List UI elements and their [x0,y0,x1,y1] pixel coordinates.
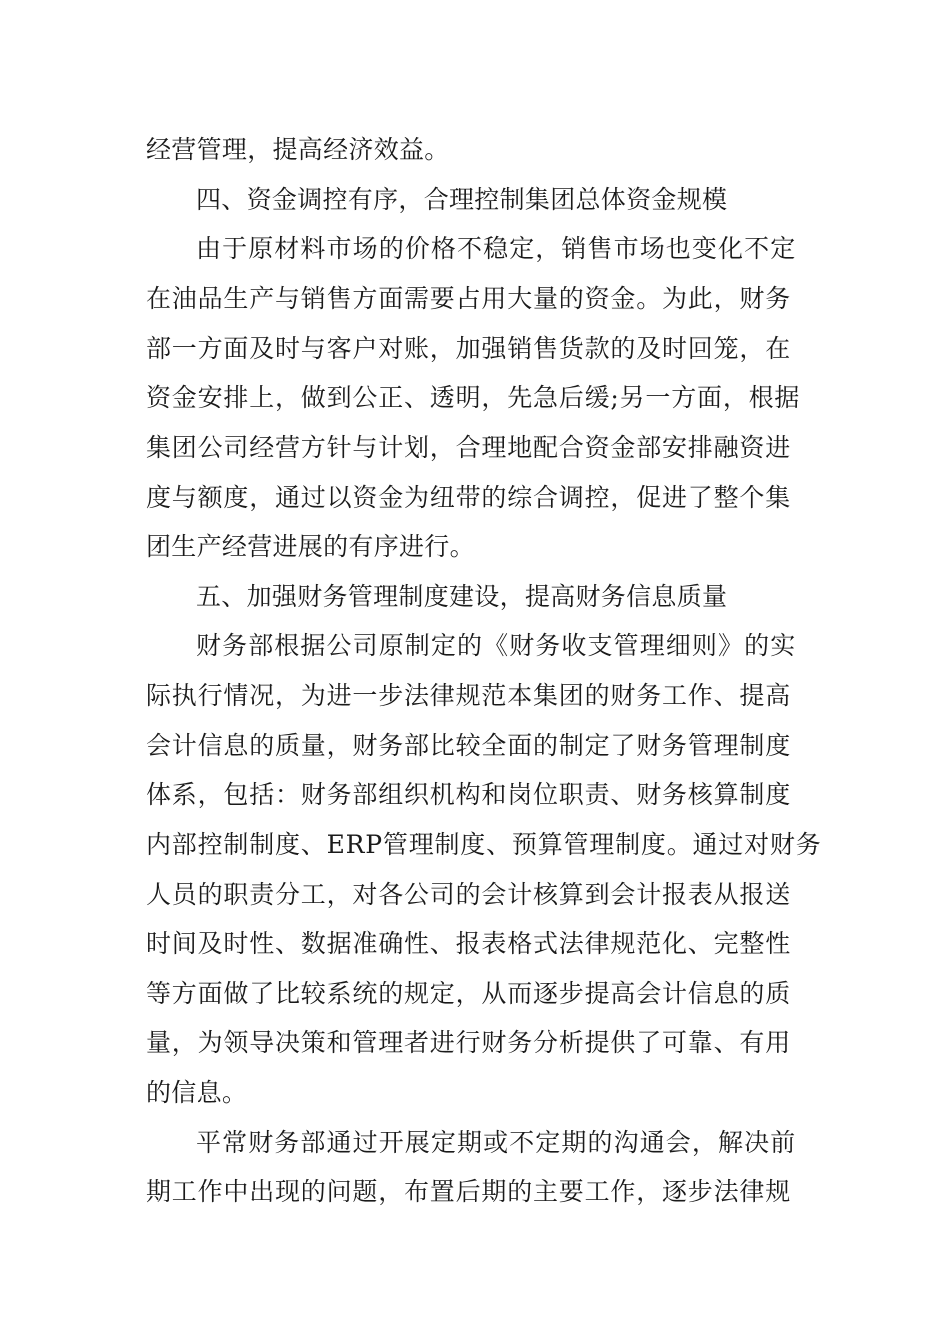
text-line: 时间及时性、数据准确性、报表格式法律规范化、完整性 [146,929,792,958]
text-line: 体系，包括：财务部组织机构和岗位职责、财务核算制度 [146,780,792,809]
text-line: 在油品生产与销售方面需要占用大量的资金。为此，财务 [146,284,792,313]
text-line: 集团公司经营方针与计划，合理地配合资金部安排融资进 [146,433,792,462]
text-line: 的信息。 [146,1078,248,1107]
text-line: 资金安排上，做到公正、透明，先急后缓;另一方面，根据 [146,383,801,412]
text-line: 部一方面及时与客户对账，加强销售货款的及时回笼，在 [146,334,792,363]
text-line: 财务部根据公司原制定的《财务收支管理细则》的实 [196,631,797,660]
text-line: 量，为领导决策和管理者进行财务分析提供了可靠、有用 [146,1028,792,1057]
text-line: 度与额度，通过以资金为纽带的综合调控，促进了整个集 [146,483,792,512]
text-line: 由于原材料市场的价格不稳定，销售市场也变化不定 [196,234,797,263]
text-line: 会计信息的质量，财务部比较全面的制定了财务管理制度 [146,731,792,760]
section-heading-5: 五、加强财务管理制度建设，提高财务信息质量 [196,582,728,611]
section-heading-4: 四、资金调控有序，合理控制集团总体资金规模 [196,185,728,214]
text-line: 经营管理，提高经济效益。 [146,135,450,164]
text-line: 平常财务部通过开展定期或不定期的沟通会，解决前 [196,1128,797,1157]
text-line: 期工作中出现的问题，布置后期的主要工作，逐步法律规 [146,1177,792,1206]
text-line: 际执行情况，为进一步法律规范本集团的财务工作、提高 [146,681,792,710]
text-line: 人员的职责分工，对各公司的会计核算到会计报表从报送 [146,880,792,909]
text-line: 内部控制制度、ERP管理制度、预算管理制度。通过对财务 [146,830,822,859]
text-line: 团生产经营进展的有序进行。 [146,532,475,561]
text-line: 等方面做了比较系统的规定，从而逐步提高会计信息的质 [146,979,792,1008]
